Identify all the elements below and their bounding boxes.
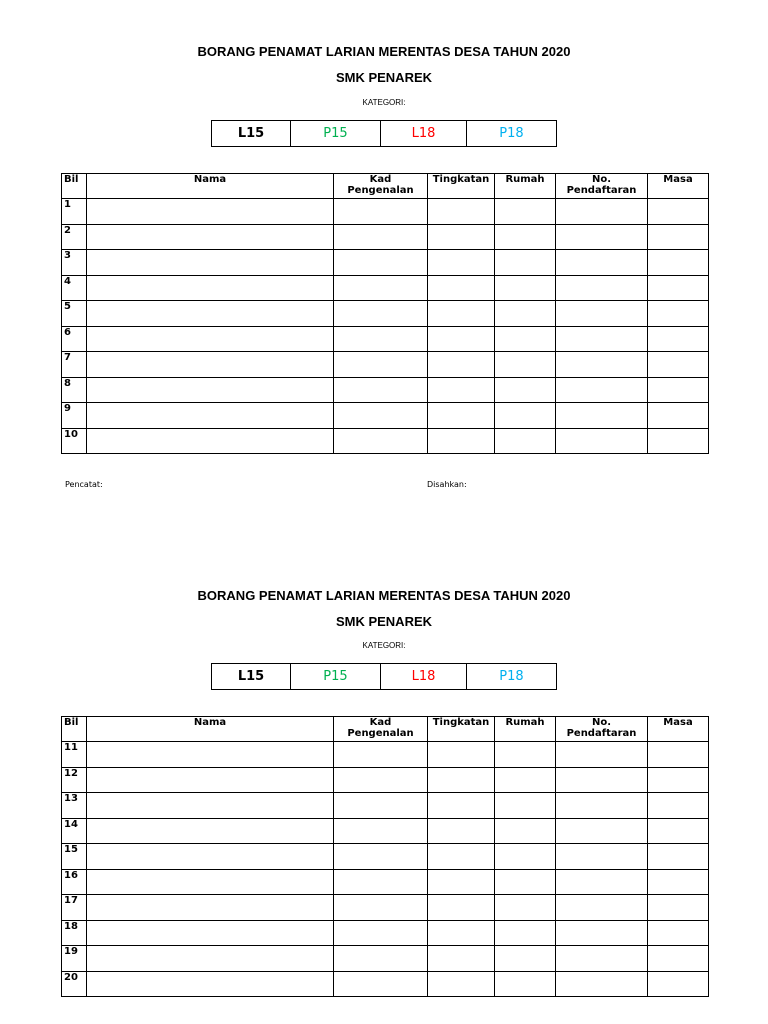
cell-nama[interactable]	[87, 793, 334, 819]
cell-rumah[interactable]	[495, 301, 556, 327]
cell-masa[interactable]	[648, 946, 709, 972]
cell-rumah[interactable]	[495, 275, 556, 301]
cell-no-pendaftaran[interactable]	[556, 742, 648, 768]
cell-no-pendaftaran[interactable]	[556, 869, 648, 895]
table-row	[62, 793, 709, 819]
cell-kad-pengenalan[interactable]	[334, 793, 428, 819]
table-header-row	[62, 717, 709, 742]
header-kad-pengenalan: Kad Pengenalan	[334, 174, 428, 199]
cell-no-pendaftaran[interactable]	[556, 971, 648, 997]
cell-no-pendaftaran[interactable]	[556, 946, 648, 972]
cell-rumah[interactable]	[495, 818, 556, 844]
cell-no-pendaftaran[interactable]	[556, 224, 648, 250]
cell-rumah[interactable]	[495, 767, 556, 793]
cell-no-pendaftaran[interactable]	[556, 199, 648, 225]
cell-nama[interactable]	[87, 199, 334, 225]
cell-kad-pengenalan[interactable]	[334, 971, 428, 997]
cell-rumah[interactable]	[495, 352, 556, 378]
verified-label: Disahkan:	[427, 480, 467, 489]
cell-nama[interactable]	[87, 895, 334, 921]
row-number: 9	[62, 403, 87, 429]
form-title: BORANG PENAMAT LARIAN MERENTAS DESA TAHUN 2020	[197, 588, 571, 603]
cell-nama[interactable]	[87, 250, 334, 276]
cell-no-pendaftaran[interactable]	[556, 352, 648, 378]
cell-masa[interactable]	[648, 301, 709, 327]
cell-no-pendaftaran[interactable]	[556, 326, 648, 352]
cell-masa[interactable]	[648, 844, 709, 870]
row-number: 19	[62, 946, 87, 972]
cell-tingkatan[interactable]	[428, 844, 495, 870]
cell-no-pendaftaran[interactable]	[556, 250, 648, 276]
cell-masa[interactable]	[648, 767, 709, 793]
header-no-pendaftaran: No. Pendaftaran	[556, 174, 648, 199]
cell-tingkatan[interactable]	[428, 377, 495, 403]
cell-kad-pengenalan[interactable]	[334, 352, 428, 378]
cell-kad-pengenalan[interactable]	[334, 326, 428, 352]
table-row	[62, 352, 709, 378]
cell-kad-pengenalan[interactable]	[334, 895, 428, 921]
row-number: 6	[62, 326, 87, 352]
cell-no-pendaftaran[interactable]	[556, 403, 648, 429]
cell-no-pendaftaran[interactable]	[556, 920, 648, 946]
cell-tingkatan[interactable]	[428, 971, 495, 997]
cell-kad-pengenalan[interactable]	[334, 403, 428, 429]
cell-tingkatan[interactable]	[428, 250, 495, 276]
cell-nama[interactable]	[87, 818, 334, 844]
cell-nama[interactable]	[87, 920, 334, 946]
header-bil: Bil	[62, 717, 87, 742]
cell-tingkatan[interactable]	[428, 352, 495, 378]
recorder-label: Pencatat:	[65, 480, 103, 489]
cell-masa[interactable]	[648, 428, 709, 454]
row-number: 11	[62, 742, 87, 768]
table-row	[62, 818, 709, 844]
row-number: 15	[62, 844, 87, 870]
header-bil: Bil	[62, 174, 87, 199]
category-p18: P18	[467, 664, 557, 690]
cell-no-pendaftaran[interactable]	[556, 428, 648, 454]
finisher-table	[61, 173, 709, 454]
table-header-row	[62, 174, 709, 199]
cell-rumah[interactable]	[495, 326, 556, 352]
table-row	[62, 377, 709, 403]
cell-nama[interactable]	[87, 403, 334, 429]
header-nama: Nama	[87, 717, 334, 742]
table-row	[62, 224, 709, 250]
table-row	[62, 403, 709, 429]
category-l18: L18	[381, 121, 467, 147]
header-nama: Nama	[87, 174, 334, 199]
row-number: 1	[62, 199, 87, 225]
row-number: 3	[62, 250, 87, 276]
table-row	[62, 920, 709, 946]
cell-nama[interactable]	[87, 275, 334, 301]
cell-tingkatan[interactable]	[428, 224, 495, 250]
cell-rumah[interactable]	[495, 742, 556, 768]
cell-tingkatan[interactable]	[428, 428, 495, 454]
school-name: SMK PENAREK	[335, 614, 433, 629]
school-name: SMK PENAREK	[335, 70, 433, 85]
cell-kad-pengenalan[interactable]	[334, 946, 428, 972]
cell-rumah[interactable]	[495, 199, 556, 225]
header-rumah: Rumah	[495, 717, 556, 742]
category-l15: L15	[212, 664, 291, 690]
table-row	[62, 895, 709, 921]
cell-tingkatan[interactable]	[428, 199, 495, 225]
cell-kad-pengenalan[interactable]	[334, 844, 428, 870]
cell-kad-pengenalan[interactable]	[334, 869, 428, 895]
cell-tingkatan[interactable]	[428, 920, 495, 946]
cell-kad-pengenalan[interactable]	[334, 275, 428, 301]
cell-masa[interactable]	[648, 920, 709, 946]
cell-rumah[interactable]	[495, 971, 556, 997]
cell-nama[interactable]	[87, 869, 334, 895]
row-number: 20	[62, 971, 87, 997]
cell-masa[interactable]	[648, 352, 709, 378]
finisher-table	[61, 716, 709, 997]
row-number: 18	[62, 920, 87, 946]
table-row	[62, 844, 709, 870]
row-number: 12	[62, 767, 87, 793]
cell-tingkatan[interactable]	[428, 818, 495, 844]
cell-tingkatan[interactable]	[428, 742, 495, 768]
cell-rumah[interactable]	[495, 224, 556, 250]
cell-nama[interactable]	[87, 326, 334, 352]
cell-masa[interactable]	[648, 250, 709, 276]
header-kad-pengenalan: Kad Pengenalan	[334, 717, 428, 742]
table-row	[62, 946, 709, 972]
cell-rumah[interactable]	[495, 403, 556, 429]
cell-rumah[interactable]	[495, 869, 556, 895]
cell-tingkatan[interactable]	[428, 403, 495, 429]
cell-masa[interactable]	[648, 275, 709, 301]
header-masa: Masa	[648, 174, 709, 199]
cell-no-pendaftaran[interactable]	[556, 818, 648, 844]
cell-kad-pengenalan[interactable]	[334, 742, 428, 768]
cell-masa[interactable]	[648, 895, 709, 921]
cell-nama[interactable]	[87, 377, 334, 403]
cell-nama[interactable]	[87, 767, 334, 793]
cell-masa[interactable]	[648, 326, 709, 352]
cell-tingkatan[interactable]	[428, 895, 495, 921]
cell-tingkatan[interactable]	[428, 301, 495, 327]
row-number: 14	[62, 818, 87, 844]
category-label: KATEGORI:	[362, 98, 406, 107]
cell-kad-pengenalan[interactable]	[334, 250, 428, 276]
table-row	[62, 301, 709, 327]
header-masa: Masa	[648, 717, 709, 742]
cell-rumah[interactable]	[495, 946, 556, 972]
cell-masa[interactable]	[648, 403, 709, 429]
cell-tingkatan[interactable]	[428, 326, 495, 352]
cell-kad-pengenalan[interactable]	[334, 428, 428, 454]
cell-nama[interactable]	[87, 971, 334, 997]
row-number: 16	[62, 869, 87, 895]
form-title: BORANG PENAMAT LARIAN MERENTAS DESA TAHUN 2020	[197, 44, 571, 59]
cell-rumah[interactable]	[495, 250, 556, 276]
cell-masa[interactable]	[648, 377, 709, 403]
row-number: 5	[62, 301, 87, 327]
cell-kad-pengenalan[interactable]	[334, 224, 428, 250]
row-number: 17	[62, 895, 87, 921]
cell-kad-pengenalan[interactable]	[334, 377, 428, 403]
category-label: KATEGORI:	[362, 641, 406, 650]
cell-tingkatan[interactable]	[428, 767, 495, 793]
cell-rumah[interactable]	[495, 920, 556, 946]
cell-kad-pengenalan[interactable]	[334, 920, 428, 946]
category-table	[211, 120, 557, 147]
table-row	[62, 275, 709, 301]
header-tingkatan: Tingkatan	[428, 174, 495, 199]
header-no-pendaftaran: No. Pendaftaran	[556, 717, 648, 742]
cell-nama[interactable]	[87, 224, 334, 250]
cell-no-pendaftaran[interactable]	[556, 895, 648, 921]
table-row	[62, 742, 709, 768]
cell-tingkatan[interactable]	[428, 793, 495, 819]
row-number: 10	[62, 428, 87, 454]
category-p15: P15	[291, 664, 381, 690]
cell-no-pendaftaran[interactable]	[556, 275, 648, 301]
cell-masa[interactable]	[648, 971, 709, 997]
category-p18: P18	[467, 121, 557, 147]
cell-rumah[interactable]	[495, 377, 556, 403]
header-rumah: Rumah	[495, 174, 556, 199]
cell-masa[interactable]	[648, 742, 709, 768]
cell-masa[interactable]	[648, 199, 709, 225]
table-row	[62, 250, 709, 276]
cell-no-pendaftaran[interactable]	[556, 767, 648, 793]
cell-nama[interactable]	[87, 946, 334, 972]
cell-tingkatan[interactable]	[428, 275, 495, 301]
cell-nama[interactable]	[87, 301, 334, 327]
cell-rumah[interactable]	[495, 793, 556, 819]
row-number: 7	[62, 352, 87, 378]
cell-rumah[interactable]	[495, 895, 556, 921]
table-row	[62, 767, 709, 793]
cell-nama[interactable]	[87, 844, 334, 870]
category-l18: L18	[381, 664, 467, 690]
cell-kad-pengenalan[interactable]	[334, 301, 428, 327]
cell-no-pendaftaran[interactable]	[556, 793, 648, 819]
cell-nama[interactable]	[87, 742, 334, 768]
cell-rumah[interactable]	[495, 844, 556, 870]
row-number: 4	[62, 275, 87, 301]
cell-masa[interactable]	[648, 224, 709, 250]
table-row	[62, 971, 709, 997]
cell-kad-pengenalan[interactable]	[334, 199, 428, 225]
cell-no-pendaftaran[interactable]	[556, 844, 648, 870]
cell-rumah[interactable]	[495, 428, 556, 454]
cell-tingkatan[interactable]	[428, 946, 495, 972]
table-row	[62, 869, 709, 895]
cell-masa[interactable]	[648, 869, 709, 895]
category-table	[211, 663, 557, 690]
row-number: 2	[62, 224, 87, 250]
table-row	[62, 199, 709, 225]
row-number: 8	[62, 377, 87, 403]
cell-kad-pengenalan[interactable]	[334, 818, 428, 844]
cell-nama[interactable]	[87, 428, 334, 454]
category-l15: L15	[212, 121, 291, 147]
category-p15: P15	[291, 121, 381, 147]
cell-no-pendaftaran[interactable]	[556, 301, 648, 327]
cell-kad-pengenalan[interactable]	[334, 767, 428, 793]
cell-masa[interactable]	[648, 818, 709, 844]
table-row	[62, 428, 709, 454]
table-row	[62, 326, 709, 352]
row-number: 13	[62, 793, 87, 819]
cell-masa[interactable]	[648, 793, 709, 819]
cell-nama[interactable]	[87, 352, 334, 378]
header-tingkatan: Tingkatan	[428, 717, 495, 742]
cell-tingkatan[interactable]	[428, 869, 495, 895]
cell-no-pendaftaran[interactable]	[556, 377, 648, 403]
